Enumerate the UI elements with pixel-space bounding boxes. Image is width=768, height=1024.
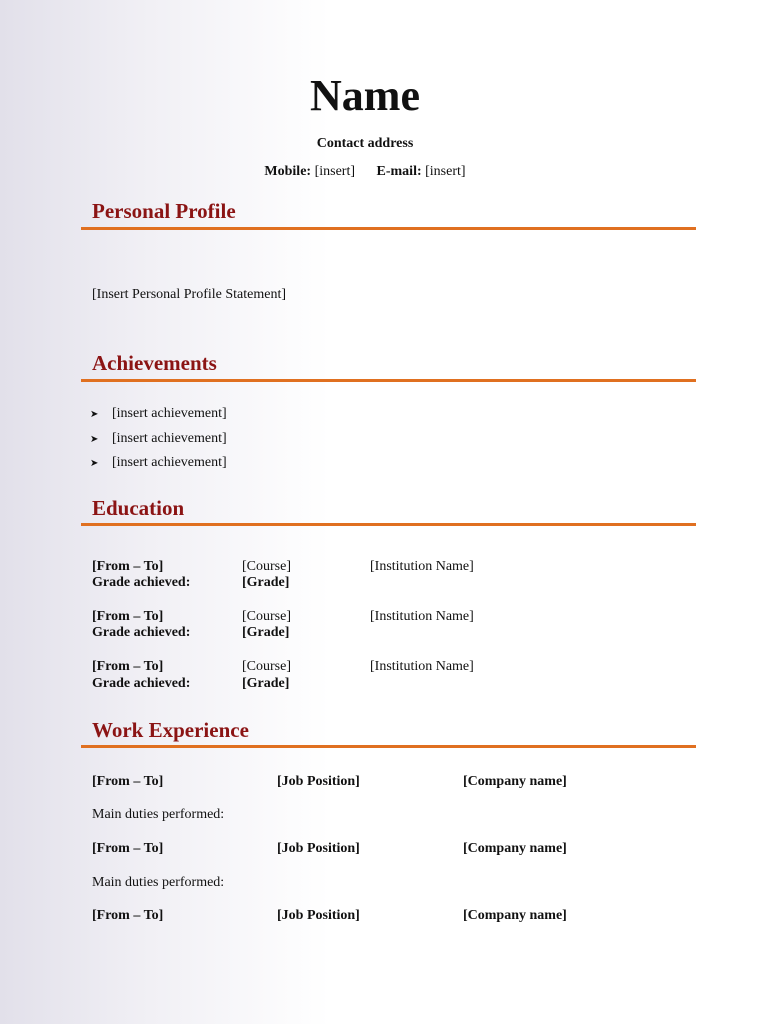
section-title-achievements: Achievements — [92, 351, 217, 375]
arrow-bullet-icon: ➤ — [90, 458, 99, 469]
company-name: [Company name] — [463, 908, 567, 923]
email-value: [insert] — [425, 164, 466, 179]
achievement-text: [insert achievement] — [112, 406, 227, 421]
company-name: [Company name] — [463, 841, 567, 856]
section-divider — [81, 523, 696, 526]
grade-value: [Grade] — [242, 676, 290, 691]
grade-value: [Grade] — [242, 575, 290, 590]
duties-label: Main duties performed: — [92, 807, 225, 822]
section-divider — [81, 745, 696, 748]
education-dates: [From – To] — [92, 559, 164, 574]
list-item — [90, 430, 227, 449]
list-item — [90, 454, 227, 473]
grade-value: [Grade] — [242, 625, 290, 640]
section-title-work: Work Experience — [92, 718, 249, 742]
duties-label: Main duties performed: — [92, 875, 225, 890]
education-dates: [From – To] — [92, 609, 164, 624]
grade-label: Grade achieved: — [92, 676, 191, 691]
company-name: [Company name] — [463, 774, 567, 789]
education-institution: [Institution Name] — [370, 559, 474, 574]
section-title-education: Education — [92, 496, 185, 520]
cv-name: Name — [310, 71, 420, 120]
achievement-text: [insert achievement] — [112, 455, 227, 470]
education-dates: [From – To] — [92, 659, 164, 674]
work-dates: [From – To] — [92, 774, 164, 789]
arrow-bullet-icon: ➤ — [90, 409, 99, 420]
list-item — [90, 405, 227, 424]
job-position: [Job Position] — [277, 841, 360, 856]
profile-statement: [Insert Personal Profile Statement] — [92, 287, 287, 302]
work-dates: [From – To] — [92, 841, 164, 856]
job-position: [Job Position] — [277, 774, 360, 789]
contact-address: Contact address — [316, 136, 414, 151]
education-course: [Course] — [242, 659, 291, 674]
arrow-bullet-icon: ➤ — [90, 434, 99, 445]
education-course: [Course] — [242, 559, 291, 574]
mobile-value: [insert] — [314, 164, 356, 179]
education-institution: [Institution Name] — [370, 609, 474, 624]
email-label: E-mail: — [376, 164, 422, 179]
contact-line — [0, 163, 730, 181]
mobile-label: Mobile: — [264, 164, 312, 179]
achievement-text: [insert achievement] — [112, 431, 227, 446]
section-title-profile: Personal Profile — [92, 199, 236, 223]
education-course: [Course] — [242, 609, 291, 624]
section-divider — [81, 227, 696, 230]
job-position: [Job Position] — [277, 908, 360, 923]
education-institution: [Institution Name] — [370, 659, 474, 674]
grade-label: Grade achieved: — [92, 625, 191, 640]
work-dates: [From – To] — [92, 908, 164, 923]
section-divider — [81, 379, 696, 382]
grade-label: Grade achieved: — [92, 575, 191, 590]
